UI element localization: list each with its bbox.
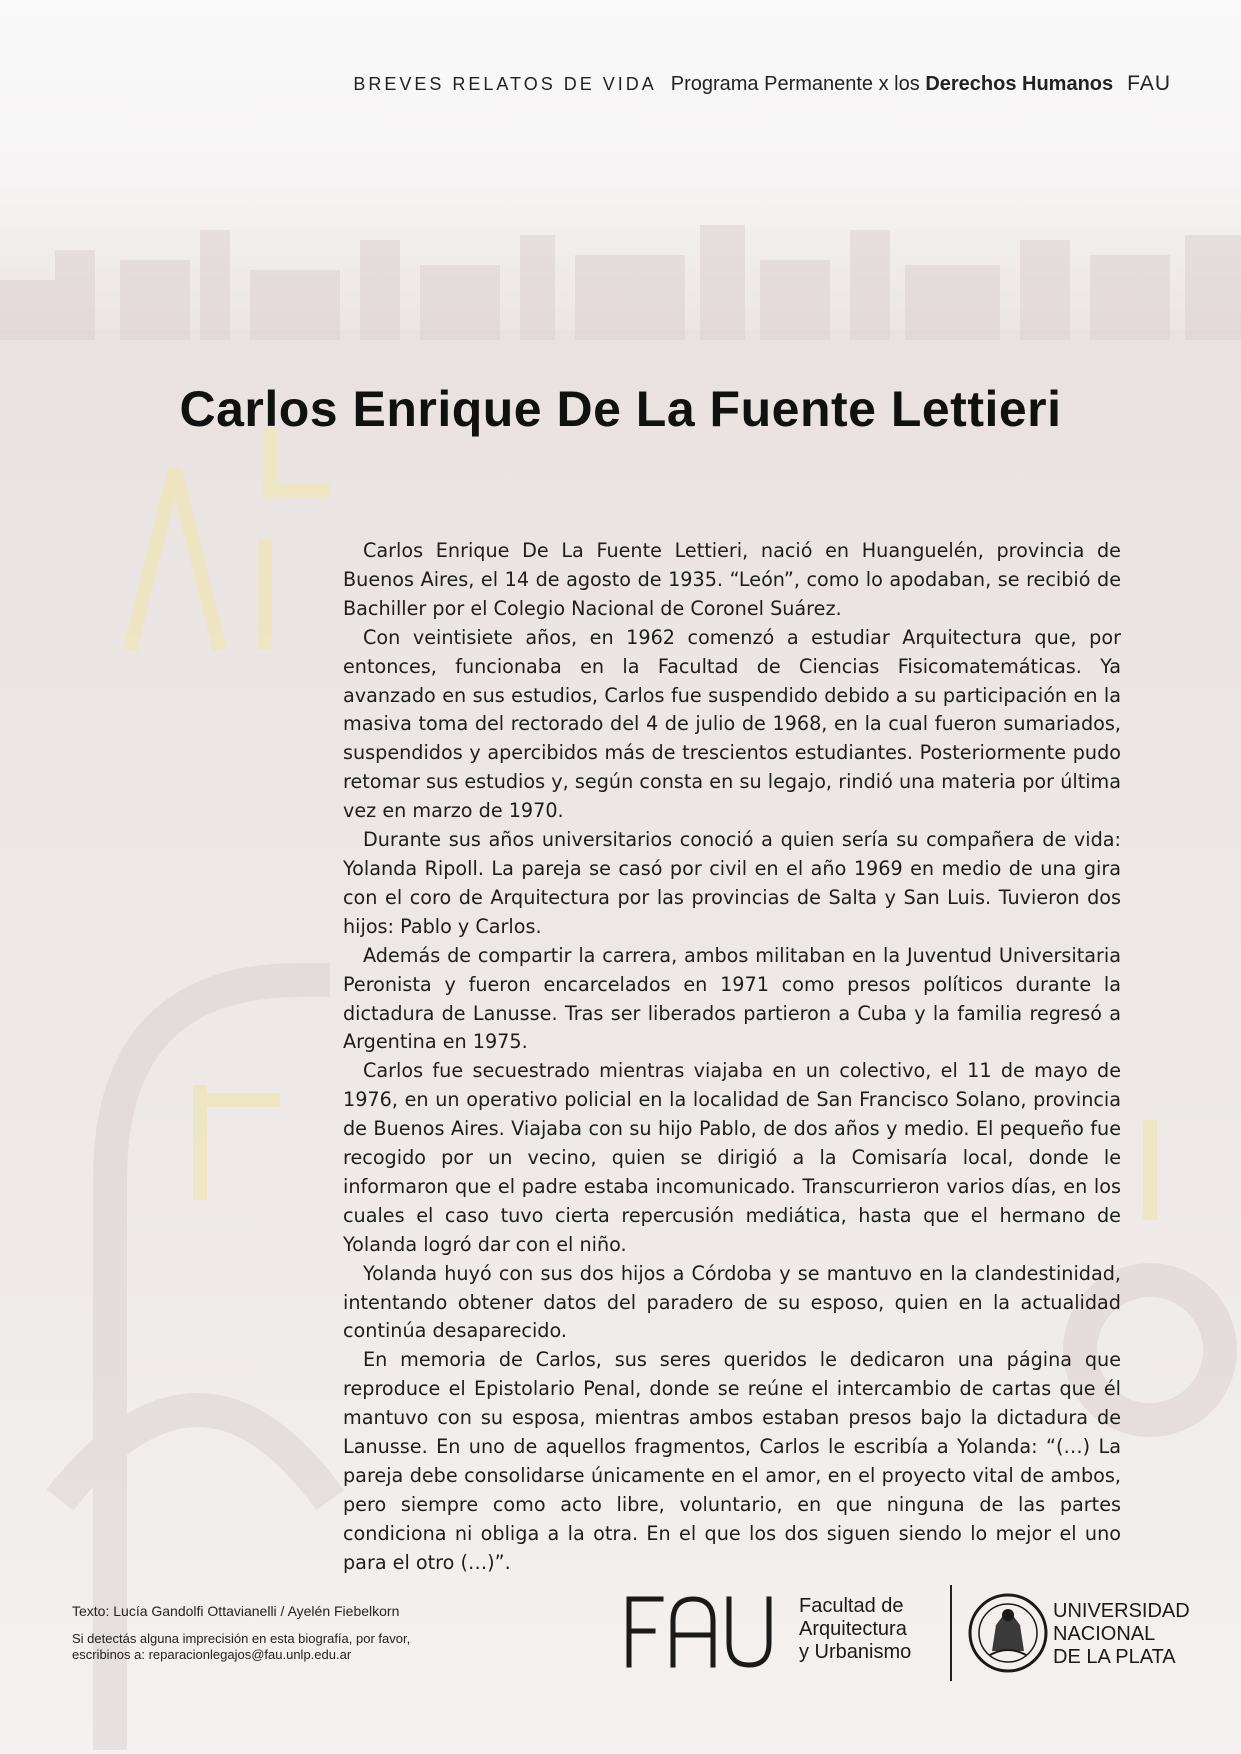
paragraph: Carlos fue secuestrado mientras viajaba en un colectivo, el 11 de mayo de 1976, en un operativo policial en la localidad de San Francisco Solano, provincia de Buenos Aires. Viajaba con su hijo Pablo, de dos años y medio. El pequeño fue recogido por un vecino, quien se dirigió a la Comisaría local, donde le informaron que el padre estaba incomunicado. Transcurrieron varios días, en los cuales el caso tuvo cierta repercusión mediática, hasta que el hermano de Yolanda logró dar con el niño.	[343, 1059, 1121, 1256]
contact-email: escribinos a: reparacionlegajos@fau.unlp.edu.ar	[72, 1647, 352, 1662]
series-name: BREVES RELATOS DE VIDA	[353, 74, 657, 94]
author-credit: Texto: Lucía Gandolfi Ottavianelli / Ayelén Fiebelkorn	[72, 1603, 400, 1619]
program-name: Programa Permanente x los Derechos Humanos	[670, 73, 1114, 95]
footer-divider	[950, 1585, 952, 1681]
header	[353, 72, 1171, 96]
program-name-bold: Derechos Humanos	[925, 73, 1114, 95]
fau-logo-icon	[623, 1591, 773, 1671]
paragraph: Además de compartir la carrera, ambos militaban en la Juventud Universitaria Peronista y fueron encarcelados en 1971 como presos políticos durante la dictadura de Lanusse. Tras ser liberados partieron a Cuba y la familia regresó a Argentina en 1975.	[343, 943, 1121, 1054]
page-title: Carlos Enrique De La Fuente Lettieri	[179, 381, 1062, 437]
paragraph: Carlos Enrique De La Fuente Lettieri, nació en Huanguelén, provincia de Buenos Aires, el 14 de agosto de 1935. “León”, como lo apodaban, se recibió de Bachiller por el Colegio Nacional de Coronel Suárez.	[343, 539, 1121, 620]
paragraph: Durante sus años universitarios conoció a quien sería su compañera de vida: Yolanda Ripoll. La pareja se casó por civil en el año 1969 en medio de una gira con el coro de Arquitectura por las provincias de Salta y San Luis. Tuvieron dos hijos: Pablo y Carlos.	[343, 828, 1121, 938]
paragraph: Yolanda huyó con sus dos hijos a Córdoba y se mantuvo en la clandestinidad, intentando obtener datos del paradero de su esposo, quien en la actualidad continúa desaparecido.	[343, 1261, 1121, 1343]
header-brand: FAU	[1127, 72, 1171, 95]
biography-text	[343, 537, 1121, 1578]
university-name: UNIVERSIDAD NACIONAL DE LA PLATA	[1053, 1600, 1190, 1668]
faculty-name: Facultad de Arquitectura y Urbanismo	[799, 1595, 912, 1663]
credits	[72, 1603, 472, 1663]
paragraph: Con veintisiete años, en 1962 comenzó a estudiar Arquitectura que, por entonces, funcionaba en la Facultad de Ciencias Fisicomatemáticas. Ya avanzado en sus estudios, Carlos fue suspendido debido a su participación en la masiva toma del rectorado del 4 de julio de 1968, en la cual fueron sumariados, suspendidos y apercibidos más de trescientos estudiantes. Posteriormente pudo retomar sus estudios y, según consta en su legajo, rindió una materia por última vez en marzo de 1970.	[343, 625, 1121, 823]
unlp-seal-icon	[968, 1585, 1064, 1681]
correction-note: Si detectás alguna imprecisión en esta biografía, por favor, escribinos a: reparacionlegajos@fau.unlp.edu.ar	[72, 1631, 472, 1663]
paragraph: En memoria de Carlos, sus seres queridos le dedicaron una página que reproduce el Epistolario Penal, donde se reúne el intercambio de cartas que él mantuvo con su esposa, mientras ambos estaban presos bajo la dictadura de Lanusse. En uno de aquellos fragmentos, Carlos le escribía a Yolanda: “(…) La pareja debe consolidarse únicamente en el amor, en el proyecto vital de ambos, pero siempre como acto libre, voluntario, en que ninguna de las partes condiciona ni obliga a la otra. En el que los dos siguen siendo lo mejor el uno para el otro (…)”.	[343, 1348, 1121, 1574]
